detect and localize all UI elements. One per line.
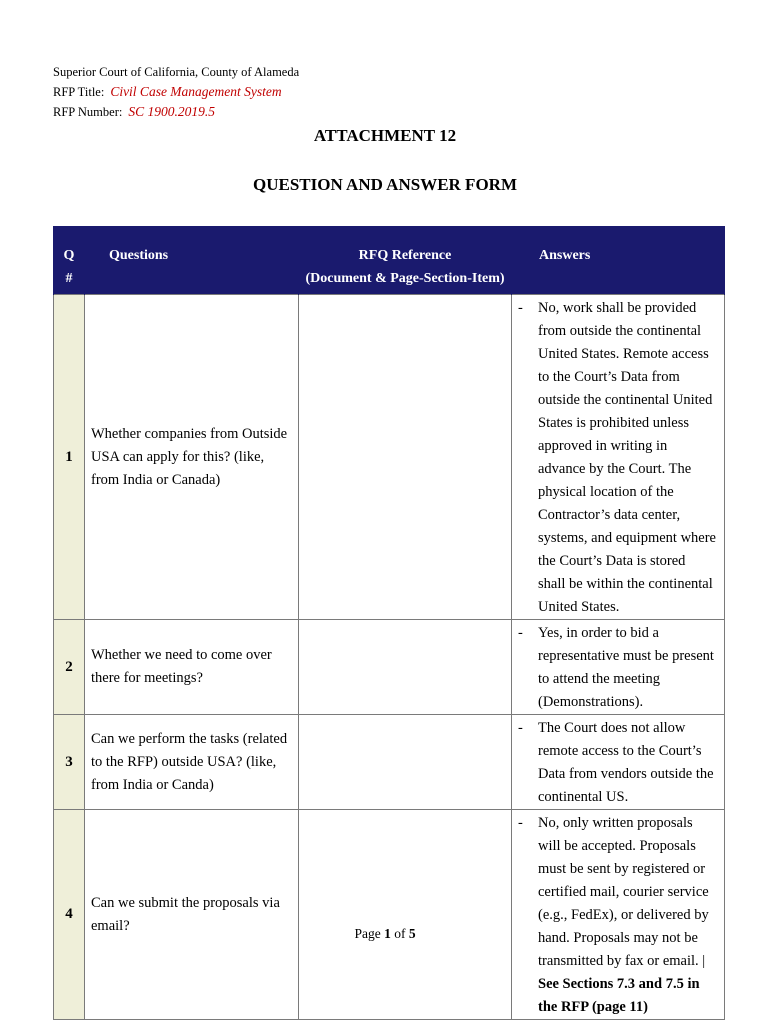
row-answer [512,620,725,715]
row-question: Whether we need to come over there for meetings? [85,620,299,715]
rfp-number-label: RFP Number: [53,105,123,119]
row-question: Whether companies from Outside USA can apply for this? (like, from India or Canada) [85,295,299,620]
page-number [0,926,770,942]
table-header-row [54,229,725,295]
rfp-number-value: SC 1900.2019.5 [128,104,215,119]
row-number: 3 [54,715,85,810]
header-q-num: Q # [54,229,85,295]
header-reference [299,229,512,295]
rfp-title-line [53,82,299,102]
answer-reference-note: See Sections 7.3 and 7.5 in the RFP (page 11) [538,976,700,1015]
page-total: 5 [408,926,416,941]
rfp-title-value: Civil Case Management System [110,84,282,99]
row-answer [512,810,725,1020]
row-answer [512,295,725,620]
table-row [54,810,725,1020]
header-answers: Answers [512,229,725,295]
rfp-number-line [53,102,299,122]
row-number: 4 [54,810,85,1020]
answer-bullet: - [518,625,523,641]
row-answer [512,715,725,810]
answer-text: The Court does not allow remote access to the Court’s Data from vendors outside the continental US. [538,720,714,805]
page-label: Page [354,926,381,941]
document-header [53,62,299,122]
row-number: 2 [54,620,85,715]
row-reference [299,295,512,620]
row-number: 1 [54,295,85,620]
page-of: of [394,926,406,941]
answer-text: Yes, in order to bid a representative must be present to attend the meeting (Demonstrations). [538,625,714,710]
row-reference [299,715,512,810]
table-row [54,620,725,715]
question-answer-table [53,226,725,1020]
answer-text: No, only written proposals will be accepted. Proposals must be sent by registered or certified mail, courier service (e.g., FedEx), or delivered by hand. Proposals may not be transmitted by fax or email. | [538,815,709,969]
answer-bullet: - [518,720,523,736]
form-title: QUESTION AND ANSWER FORM [252,175,517,194]
table-row [54,715,725,810]
table-row [54,295,725,620]
answer-bullet: - [518,300,523,316]
header-reference-line2: (Document & Page-Section-Item) [305,271,505,286]
row-question: Can we perform the tasks (related to the RFP) outside USA? (like, from India or Canda) [85,715,299,810]
row-reference [299,810,512,1020]
row-question: Can we submit the proposals via email? [85,810,299,1020]
page-current: 1 [384,926,391,941]
header-reference-line1: RFQ Reference [358,248,452,263]
attachment-title: ATTACHMENT 12 [313,126,457,145]
answer-text: No, work shall be provided from outside the continental United States. Remote access to the Court’s Data from outside the continental United States is prohibited unless approved in writing in advance by the Court. The physical location of the Contractor’s data center, systems, and equipment where the Court’s Data is stored shall be within the continental United States. [538,300,716,615]
court-name: Superior Court of California, County of Alameda [53,65,300,79]
rfp-title-label: RFP Title: [53,85,105,99]
answer-bullet: - [518,815,523,831]
row-reference [299,620,512,715]
header-questions: Questions [85,229,299,295]
